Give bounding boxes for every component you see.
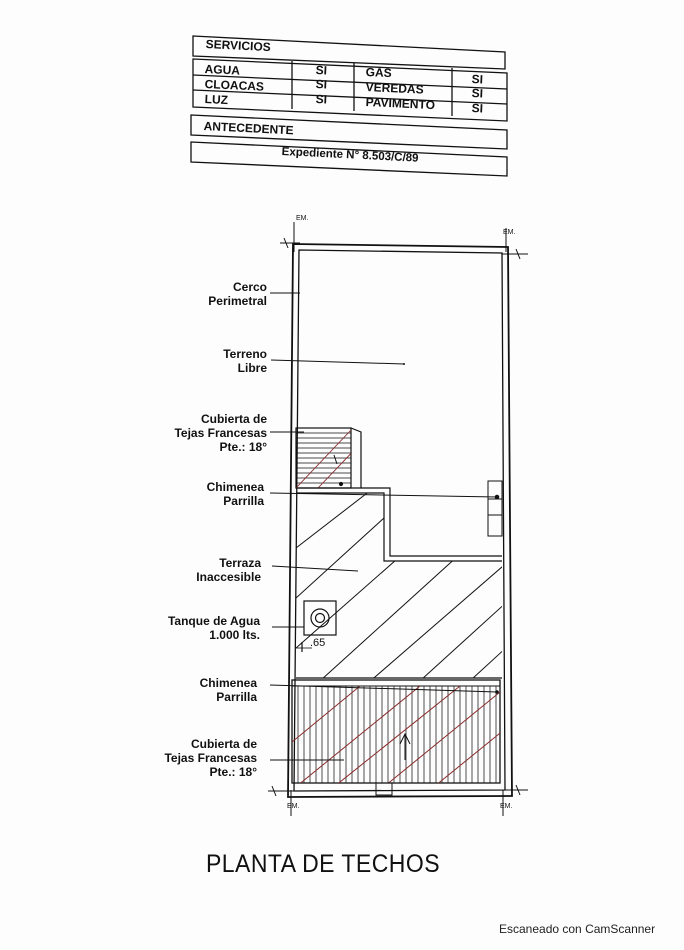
label-chimenea-parrilla-lower <box>150 676 257 704</box>
service-veredas-value: SI <box>471 86 484 101</box>
label-terreno-libre <box>160 347 267 375</box>
axis-mark-bottom-left: EM. <box>287 803 300 810</box>
lower-tile-roof <box>292 680 510 795</box>
service-pavimento-value: SI <box>471 101 484 116</box>
axis-mark-top-left: EM. <box>296 215 309 222</box>
axis-mark-top-right: EM. <box>503 229 516 236</box>
label-line: Cerco <box>232 280 267 294</box>
label-line: Tanque de Agua <box>167 614 260 628</box>
service-luz-value: SI <box>315 92 328 107</box>
label-line: Chimenea <box>206 480 264 494</box>
services-title: SERVICIOS <box>205 37 272 55</box>
service-cloacas-value: SI <box>315 77 328 92</box>
terrace-hatch <box>296 480 520 690</box>
label-line: Terreno <box>223 347 267 361</box>
service-gas-value: SI <box>471 72 484 87</box>
chimney-marker-upper <box>339 482 342 485</box>
label-cerco-perimetral <box>160 280 267 308</box>
service-luz-label: LUZ <box>204 92 229 108</box>
label-line: Tejas Francesas <box>164 751 257 765</box>
expediente-number: Expediente N° 8.503/C/89 <box>281 146 419 165</box>
label-line: Pte.: 18° <box>209 765 257 779</box>
service-gas-label: GAS <box>365 65 392 81</box>
plan-title: PLANTA DE TECHOS <box>206 850 441 878</box>
label-tanque-agua <box>150 614 260 642</box>
label-line: Libre <box>237 361 267 375</box>
service-pavimento-label: PAVIMENTO <box>365 95 436 113</box>
label-terraza-inaccesible <box>160 556 261 584</box>
label-cubierta-tejas-lower <box>140 737 257 779</box>
service-cloacas-label: CLOACAS <box>204 77 265 94</box>
chimney-right <box>488 481 502 536</box>
label-line: Chimenea <box>199 676 257 690</box>
label-line: Parrilla <box>223 494 264 508</box>
label-line: Terraza <box>219 556 261 570</box>
label-line: Tejas Francesas <box>174 426 267 440</box>
service-veredas-label: VEREDAS <box>365 80 424 97</box>
service-agua-label: AGUA <box>204 62 241 78</box>
label-chimenea-parrilla-upper <box>160 480 264 508</box>
label-line: 1.000 lts. <box>209 628 260 642</box>
service-agua-value: SI <box>315 63 328 78</box>
label-line: Cubierta de <box>200 412 267 426</box>
scanner-watermark: Escaneado con CamScanner <box>499 922 656 936</box>
terrace <box>296 488 502 678</box>
axis-marks <box>268 222 528 816</box>
antecedente-label: ANTECEDENTE <box>203 119 294 138</box>
label-cubierta-tejas-upper <box>150 412 267 454</box>
label-line: Cubierta de <box>190 737 257 751</box>
label-line: Perimetral <box>208 294 267 308</box>
label-line: Pte.: 18° <box>219 440 267 454</box>
upper-tile-roof <box>296 428 361 488</box>
tank-dimension: .65 <box>310 637 326 649</box>
label-line: Parrilla <box>216 690 257 704</box>
axis-mark-bottom-right: EM. <box>500 803 513 810</box>
label-line: Inaccesible <box>196 570 261 584</box>
